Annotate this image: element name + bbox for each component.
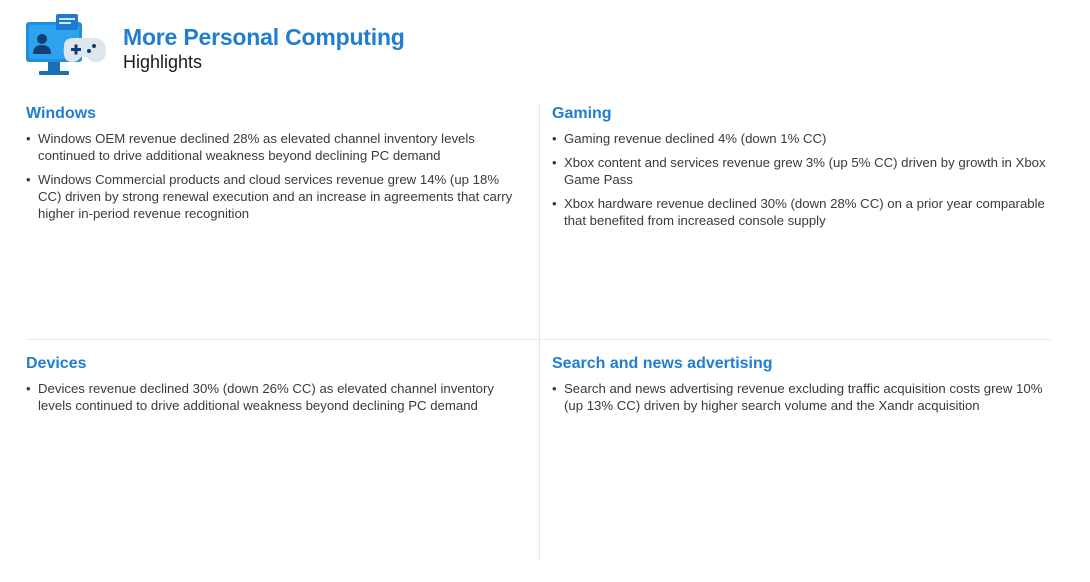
bullet-list [26, 380, 522, 414]
bullet-list [26, 130, 522, 222]
horizontal-divider [26, 339, 1052, 340]
page-subtitle: Highlights [123, 52, 203, 72]
list-item-text: Xbox hardware revenue declined 30% (down 28% CC) on a prior year comparable that benefited from increased console supply [564, 196, 1045, 228]
section-heading: Gaming [552, 105, 612, 122]
bullet-list [552, 380, 1052, 414]
list-item-text: Search and news advertising revenue excluding traffic acquisition costs grew 10% (up 13% CC) driven by higher search volume and the Xandr acquisition [564, 381, 1043, 413]
list-item: • Windows OEM revenue declined 28% as elevated channel inventory levels continued to drive additional weakness beyond declining PC demand [26, 131, 475, 163]
list-item: • Search and news advertising revenue excluding traffic acquisition costs grew 10% (up 13% CC) driven by higher search volume and the Xandr acquisition [552, 381, 1043, 413]
list-item: • Gaming revenue declined 4% (down 1% CC) [552, 131, 827, 146]
list-item: • Xbox hardware revenue declined 30% (down 28% CC) on a prior year comparable that benefited from increased console supply [552, 196, 1045, 228]
list-item-text: Windows Commercial products and cloud services revenue grew 14% (up 18% CC) driven by strong renewal execution and an increase in agreements that carry higher in-period revenue recognition [38, 172, 513, 221]
section-devices [26, 355, 522, 421]
computer-gamepad-icon [24, 14, 110, 80]
list-item: • Windows Commercial products and cloud services revenue grew 14% (up 18% CC) driven by strong renewal execution and an increase in agreements that carry higher in-period revenue recognition [26, 172, 513, 221]
list-item: • Xbox content and services revenue grew 3% (up 5% CC) driven by growth in Xbox Game Pass [552, 155, 1046, 187]
page-title: More Personal Computing [123, 24, 405, 50]
list-item-text: Windows OEM revenue declined 28% as elevated channel inventory levels continued to drive additional weakness beyond declining PC demand [38, 131, 475, 163]
section-heading: Search and news advertising [552, 355, 773, 372]
list-item-text: Gaming revenue declined 4% (down 1% CC) [564, 131, 827, 146]
section-heading: Devices [26, 355, 87, 372]
header [24, 14, 544, 80]
section-gaming [552, 105, 1052, 236]
section-heading: Windows [26, 105, 97, 122]
section-search-advertising [552, 355, 1052, 421]
section-windows [26, 105, 522, 229]
list-item: • Devices revenue declined 30% (down 26% CC) as elevated channel inventory levels continued to drive additional weakness beyond declining PC demand [26, 381, 494, 413]
vertical-divider [539, 104, 540, 560]
bullet-list [552, 130, 1052, 229]
list-item-text: Devices revenue declined 30% (down 26% CC) as elevated channel inventory levels continued to drive additional weakness beyond declining PC demand [38, 381, 494, 413]
list-item-text: Xbox content and services revenue grew 3% (up 5% CC) driven by growth in Xbox Game Pass [564, 155, 1046, 187]
